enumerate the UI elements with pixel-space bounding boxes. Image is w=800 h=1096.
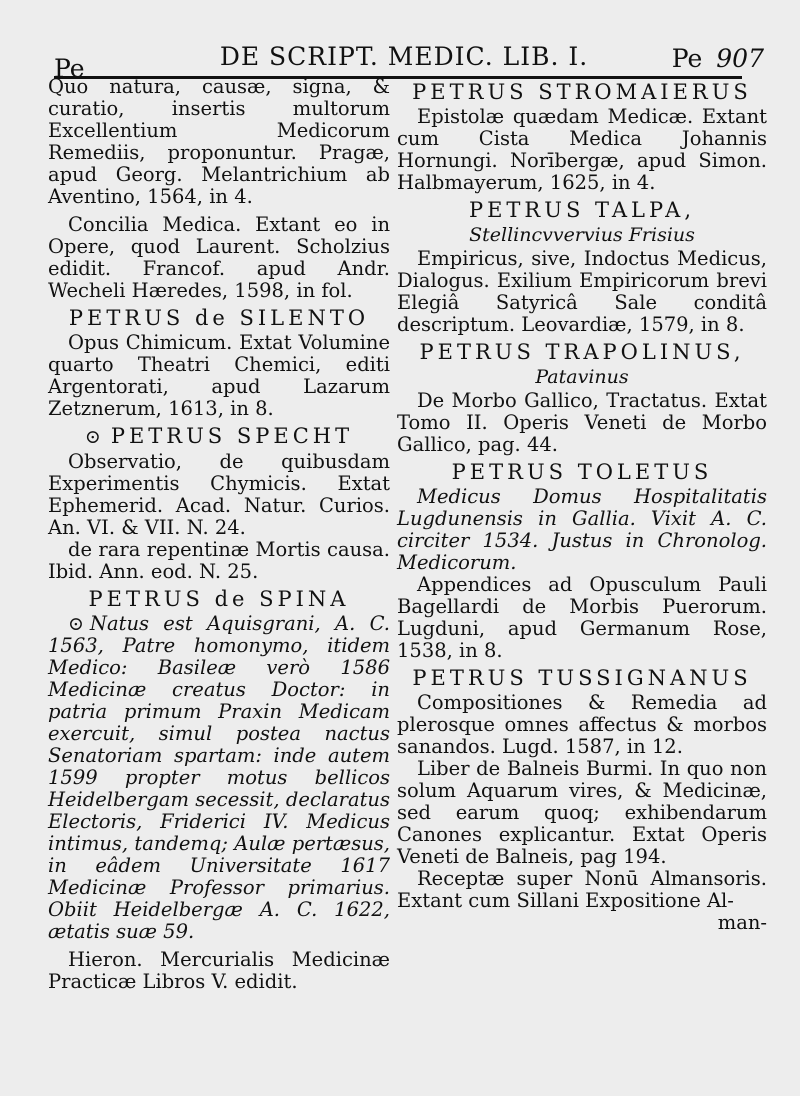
left-paragraph-5: de rara repentinæ Mortis causa. Ibid. Ann. eod. N. 25. bbox=[48, 538, 390, 583]
right-paragraph-7: Liber de Balneis Burmi. In quo non solum Aquarum vires, & Medicinæ, sed earum quoq; exhibendarum Canones explicantur. Extat Operis Veneti de Balneis, pag 194. bbox=[397, 757, 767, 868]
heading-petrus-talpa-subtitle: Stellincvvervius Frisius bbox=[469, 224, 695, 246]
left-paragraph-7: Hieron. Mercurialis Medicinæ Practicæ Libros V. edidit. bbox=[48, 948, 390, 993]
header-right bbox=[672, 44, 764, 73]
heading-petrus-trapolinus: PETRUS TRAPOLINUS, bbox=[419, 340, 745, 364]
circle-dot-icon: ⊙ bbox=[84, 426, 105, 448]
page-number: 907 bbox=[716, 44, 764, 73]
heading-petrus-stromaierus: PETRUS STROMAIERUS bbox=[412, 80, 752, 104]
left-column bbox=[48, 76, 390, 993]
left-paragraph-6-text: Natus est Aquisgrani, A. C. 1563, Patre homonymo, itidem Medico: Basileæ verò 1586 Medicinæ creatus Doctor: in patria primum Praxin Medicam exercuit, simul postea nactus Senatoriam spartam: inde autem 1599 propter motus bellicos Heidelbergam secessit, declaratus Electoris, Friderici IV. Medicus intimus, tandemq; Aulæ pertæsus, in eâdem Universitate 1617 Medicinæ Professor primarius. Obiit Heidelbergæ A. C. 1622, ætatis suæ 59. bbox=[48, 612, 390, 943]
left-paragraph-1: Quo natura, causæ, signa, & curatio, insertis multorum Excellentium Medicorum Remediis, proponuntur. Pragæ, apud Georg. Melantrichium ab Aventino, 1564, in 4. bbox=[48, 75, 390, 208]
heading-petrus-talpa: PETRUS TALPA, bbox=[468, 198, 696, 222]
heading-petrus-de-spina: PETRUS de SPINA bbox=[88, 587, 350, 611]
right-paragraph-8: Receptæ super Nonū Almansoris. Extant cum Sillani Expositione Al- bbox=[397, 867, 767, 912]
heading-petrus-tussignanus: PETRUS TUSSIGNANUS bbox=[412, 666, 752, 690]
right-paragraph-6: Compositiones & Remedia ad plerosque omnes affectus & morbos sanandos. Lugd. 1587, in 12. bbox=[397, 691, 767, 758]
right-paragraph-5: Appendices ad Opusculum Pauli Bagellardi de Morbis Puerorum. Lugduni, apud Germanum Rose, 1538, in 8. bbox=[397, 573, 767, 662]
running-header bbox=[44, 40, 764, 83]
left-paragraph-6 bbox=[48, 613, 390, 943]
catchword: man- bbox=[717, 911, 767, 934]
right-paragraph-3: De Morbo Gallico, Tractatus. Extat Tomo II. Operis Veneti de Morbo Gallico, pag. 44. bbox=[397, 389, 767, 456]
left-paragraph-4: Observatio, de quibusdam Experimentis Chymicis. Extat Ephemerid. Acad. Natur. Curios. An. VI. & VII. N. 24. bbox=[48, 450, 390, 539]
heading-petrus-specht-text: PETRUS SPECHT bbox=[110, 424, 354, 448]
heading-petrus-de-silento: PETRUS de SILENTO bbox=[68, 306, 370, 330]
right-column bbox=[397, 76, 767, 934]
heading-petrus-toletus: PETRUS TOLETUS bbox=[451, 460, 713, 484]
right-paragraph-1: Epistolæ quædam Medicæ. Extant cum Cista Medica Johannis Hornungi. Norībergæ, apud Simon. Halbmayerum, 1625, in 4. bbox=[397, 105, 767, 194]
left-paragraph-2: Concilia Medica. Extant eo in Opere, quod Laurent. Scholzius edidit. Francof. apud Andr. Wecheli Hæredes, 1598, in fol. bbox=[48, 213, 390, 302]
left-paragraph-3: Opus Chimicum. Extat Volumine quarto Theatri Chemici, editi Argentorati, apud Lazarum Zetznerum, 1613, in 8. bbox=[48, 331, 390, 420]
heading-petrus-trapolinus-subtitle: Patavinus bbox=[535, 366, 629, 388]
right-paragraph-4: Medicus Domus Hospitalitatis Lugdunensis in Gallia. Vixit A. C. circiter 1534. Justus in Chronolog. Medicorum. bbox=[397, 485, 767, 574]
circle-dot-icon: ⊙ bbox=[68, 613, 84, 635]
header-right-word: Pe bbox=[671, 44, 703, 73]
header-title: DE SCRIPT. MEDIC. LIB. I. bbox=[219, 42, 589, 71]
right-paragraph-2: Empiricus, sive, Indoctus Medicus, Dialogus. Exilium Empiricorum brevi Elegiâ Satyricâ Sale conditâ descriptum. Leovardiæ, 1579, in 8. bbox=[397, 247, 767, 336]
heading-petrus-specht bbox=[48, 424, 390, 449]
header-left-word: Pe bbox=[54, 54, 85, 83]
